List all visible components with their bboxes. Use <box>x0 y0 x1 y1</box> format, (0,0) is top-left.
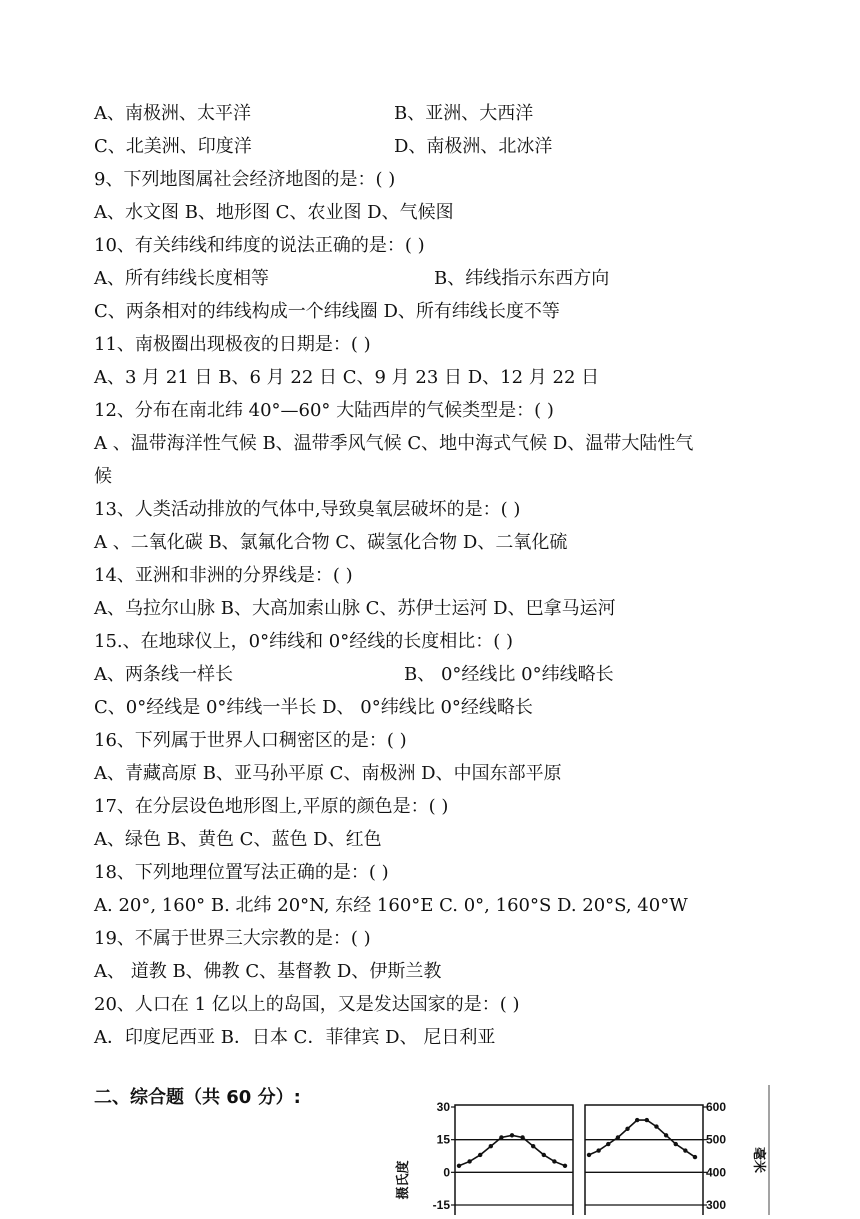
question-line <box>94 262 609 295</box>
question-line <box>94 361 599 394</box>
temperature-point <box>563 1164 567 1168</box>
question-line <box>94 691 533 724</box>
temperature-point <box>683 1148 687 1152</box>
climate-chart <box>395 1085 785 1215</box>
left-tick-label: 15 <box>436 1132 450 1147</box>
question-line <box>94 130 552 163</box>
question-text: A、水文图 B、地形图 C、农业图 D、气候图 <box>94 202 454 223</box>
question-text: 12、分布在南北纬 40°—60° 大陆西岸的气候类型是：( ) <box>94 400 554 421</box>
temperature-point <box>606 1142 610 1146</box>
question-text: A、 道教 B、佛教 C、基督教 D、伊斯兰教 <box>94 961 442 982</box>
question-text: 10、有关纬线和纬度的说法正确的是：( ) <box>94 235 425 256</box>
question-line <box>94 790 448 823</box>
temperature-point <box>489 1144 493 1148</box>
question-line <box>94 427 693 460</box>
question-line <box>94 163 395 196</box>
temperature-point <box>664 1133 668 1137</box>
question-line <box>94 823 382 856</box>
left-axis-label: 摄氏度 <box>396 1160 411 1200</box>
temperature-point <box>587 1153 591 1157</box>
section-title: 二、综合题（共 60 分）: <box>94 1087 301 1108</box>
temperature-point <box>635 1118 639 1122</box>
question-text: A、绿色 B、黄色 C、蓝色 D、红色 <box>94 829 382 850</box>
right-axis-label: 毫米 <box>751 1146 766 1174</box>
option-b-text: B、亚洲、大西洋 <box>394 103 534 124</box>
right-tick-label: 300 <box>706 1198 727 1212</box>
question-text: A．印度尼西亚 B．日本 C．菲律宾 D、 尼日利亚 <box>94 1027 496 1048</box>
question-line <box>94 229 425 262</box>
question-text: 9、下列地图属社会经济地图的是：( ) <box>94 169 396 190</box>
question-text: 15.、在地球仪上，0°纬线和 0°经线的长度相比：( ) <box>94 631 514 652</box>
right-tick-label: 600 <box>706 1100 727 1114</box>
temperature-point <box>457 1164 461 1168</box>
question-text: 19、不属于世界三大宗教的是：( ) <box>94 928 371 949</box>
temperature-point <box>616 1135 620 1139</box>
option-a-text: A、南极洲、太平洋 <box>94 103 251 124</box>
temperature-point <box>596 1148 600 1152</box>
left-tick-label: -15 <box>432 1198 450 1212</box>
option-b-text: B、纬线指示东西方向 <box>434 268 610 289</box>
question-line <box>94 889 688 922</box>
temperature-point <box>552 1159 556 1163</box>
temperature-line <box>589 1120 695 1157</box>
question-text: A、乌拉尔山脉 B、大高加索山脉 C、苏伊士运河 D、巴拿马运河 <box>94 598 616 619</box>
right-tick-label: 500 <box>706 1132 727 1147</box>
temperature-point <box>520 1135 524 1139</box>
question-text: 17、在分层设色地形图上,平原的颜色是：( ) <box>94 796 449 817</box>
question-line <box>94 97 533 130</box>
question-text: 13、人类活动排放的气体中,导致臭氧层破坏的是：( ) <box>94 499 521 520</box>
chart-panel-frame <box>585 1105 703 1215</box>
left-tick-label: 0 <box>443 1165 450 1180</box>
question-line <box>94 493 520 526</box>
question-line <box>94 196 454 229</box>
question-line <box>94 988 520 1021</box>
question-text: C、0°经线是 0°纬线一半长 D、 0°纬线比 0°经线略长 <box>94 697 533 718</box>
question-line <box>94 955 441 988</box>
temperature-point <box>531 1144 535 1148</box>
temperature-point <box>467 1159 471 1163</box>
temperature-point <box>625 1127 629 1131</box>
question-line <box>94 295 560 328</box>
question-line <box>94 328 371 361</box>
question-line <box>94 856 389 889</box>
question-text: 候 <box>94 466 112 487</box>
question-text: C、两条相对的纬线构成一个纬线圈 D、所有纬线长度不等 <box>94 301 560 322</box>
question-text: 14、亚洲和非洲的分界线是：( ) <box>94 565 353 586</box>
option-b-text: B、 0°经线比 0°纬线略长 <box>404 664 614 685</box>
question-text: 20、人口在 1 亿以上的岛国，又是发达国家的是：( ) <box>94 994 520 1015</box>
question-text: 16、下列属于世界人口稠密区的是：( ) <box>94 730 407 751</box>
question-text: A. 20°, 160° B. 北纬 20°N, 东经 160°E C. 0°, 160°S D. 20°S, 40°W <box>94 895 688 916</box>
temperature-point <box>542 1153 546 1157</box>
temperature-point <box>510 1133 514 1137</box>
temperature-point <box>674 1142 678 1146</box>
question-line <box>94 592 616 625</box>
temperature-point <box>654 1124 658 1128</box>
question-text: A 、温带海洋性气候 B、温带季风气候 C、地中海式气候 D、温带大陆性气 <box>94 433 694 454</box>
question-line <box>94 526 567 559</box>
temperature-point <box>645 1118 649 1122</box>
question-text: A、3 月 21 日 B、6 月 22 日 C、9 月 23 日 D、12 月 22 日 <box>94 367 600 388</box>
question-text: 11、南极圈出现极夜的日期是：( ) <box>94 334 371 355</box>
temperature-point <box>693 1155 697 1159</box>
option-a-text: A、两条线一样长 <box>94 664 233 685</box>
question-line <box>94 724 407 757</box>
question-line <box>94 658 614 691</box>
right-tick-label: 400 <box>706 1165 727 1180</box>
question-line <box>94 394 554 427</box>
question-line <box>94 757 562 790</box>
option-b-text: D、南极洲、北冰洋 <box>394 136 553 157</box>
temperature-point <box>499 1135 503 1139</box>
question-line <box>94 1021 495 1054</box>
question-line <box>94 460 112 493</box>
climate-chart-svg <box>395 1085 785 1215</box>
option-a-text: C、北美洲、印度洋 <box>94 136 252 157</box>
question-text: A、青藏高原 B、亚马孙平原 C、南极洲 D、中国东部平原 <box>94 763 562 784</box>
temperature-point <box>478 1153 482 1157</box>
question-line <box>94 559 353 592</box>
question-text: 18、下列地理位置写法正确的是：( ) <box>94 862 389 883</box>
option-a-text: A、所有纬线长度相等 <box>94 268 269 289</box>
question-text: A 、二氧化碳 B、氯氟化合物 C、碳氢化合物 D、二氧化硫 <box>94 532 568 553</box>
left-tick-label: 30 <box>436 1100 450 1114</box>
question-line <box>94 922 371 955</box>
question-line <box>94 625 513 658</box>
